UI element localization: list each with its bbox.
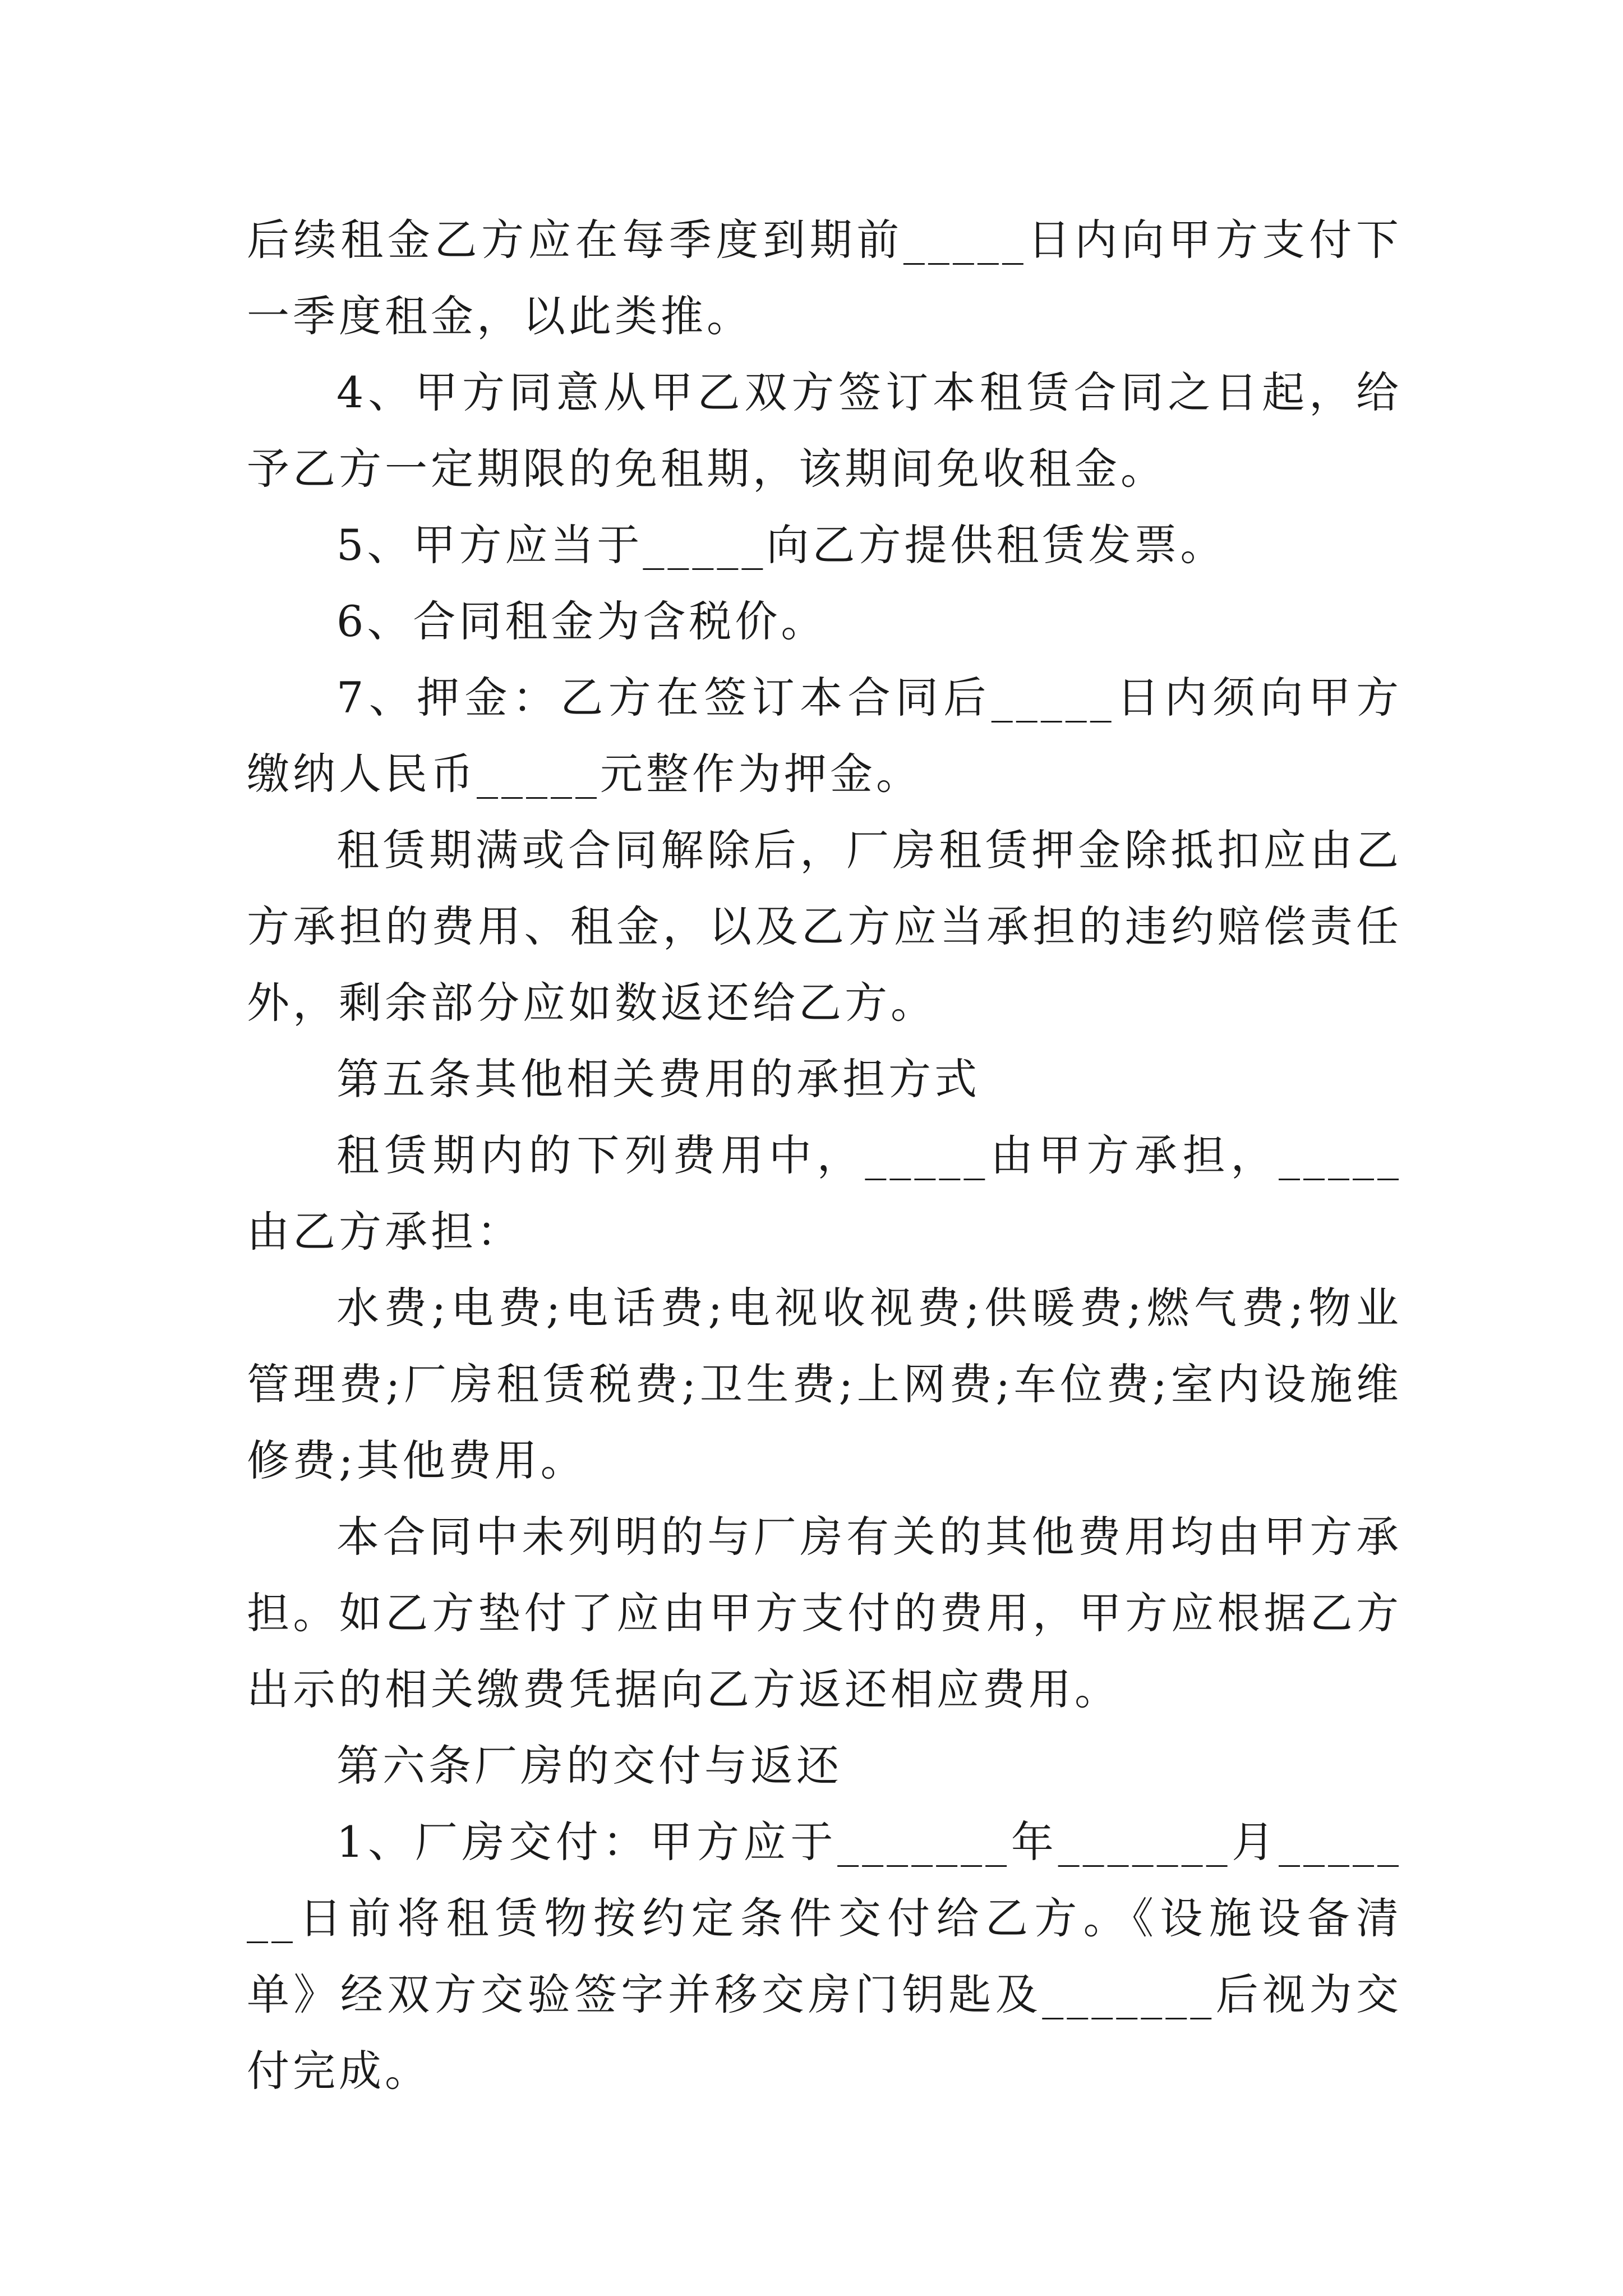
paragraph-fee-allocation: 租赁期内的下列费用中，_____由甲方承担，_____由乙方承担： [247,1130,1402,1257]
paragraph-clause-6: 6、合同租金为含税价。 [336,596,827,646]
paragraph-clause-7: 7、押金：乙方在签订本合同后_____日内须向甲方缴纳人民币_____元整作为押金。 [247,673,1402,799]
paragraph-rent-payment: 后续租金乙方应在每季度到期前_____日内向甲方支付下一季度租金，以此类推。 [247,215,1402,341]
document-body [247,202,1402,2109]
paragraph-fee-list: 水费;电费;电话费;电视收视费;供暖费;燃气费;物业管理费;厂房租赁税费;卫生费;上网费;车位费;室内设施维修费;其他费用。 [247,1283,1402,1485]
section-heading-article-5: 第五条其他相关费用的承担方式 [336,1054,980,1104]
paragraph-clause-4: 4、甲方同意从甲乙双方签订本租赁合同之日起，给予乙方一定期限的免租期，该期间免收租金。 [247,367,1402,494]
paragraph-clause-5: 5、甲方应当于_____向乙方提供租赁发票。 [336,520,1227,570]
section-heading-article-6: 第六条厂房的交付与返还 [336,1741,842,1791]
paragraph-deposit-return: 租赁期满或合同解除后，厂房租赁押金除抵扣应由乙方承担的费用、租金，以及乙方应当承担的违约赔偿责任外，剩余部分应如数返还给乙方。 [247,825,1402,1028]
paragraph-other-fees: 本合同中未列明的与厂房有关的其他费用均由甲方承担。如乙方垫付了应由甲方支付的费用，甲方应根据乙方出示的相关缴费凭据向乙方返还相应费用。 [247,1512,1402,1714]
paragraph-delivery: 1、厂房交付：甲方应于_______年_______月_______日前将租赁物按约定条件交付给乙方。《设施设备清单》经双方交验签字并移交房门钥匙及_______后视为交付完成。 [247,1817,1402,2096]
